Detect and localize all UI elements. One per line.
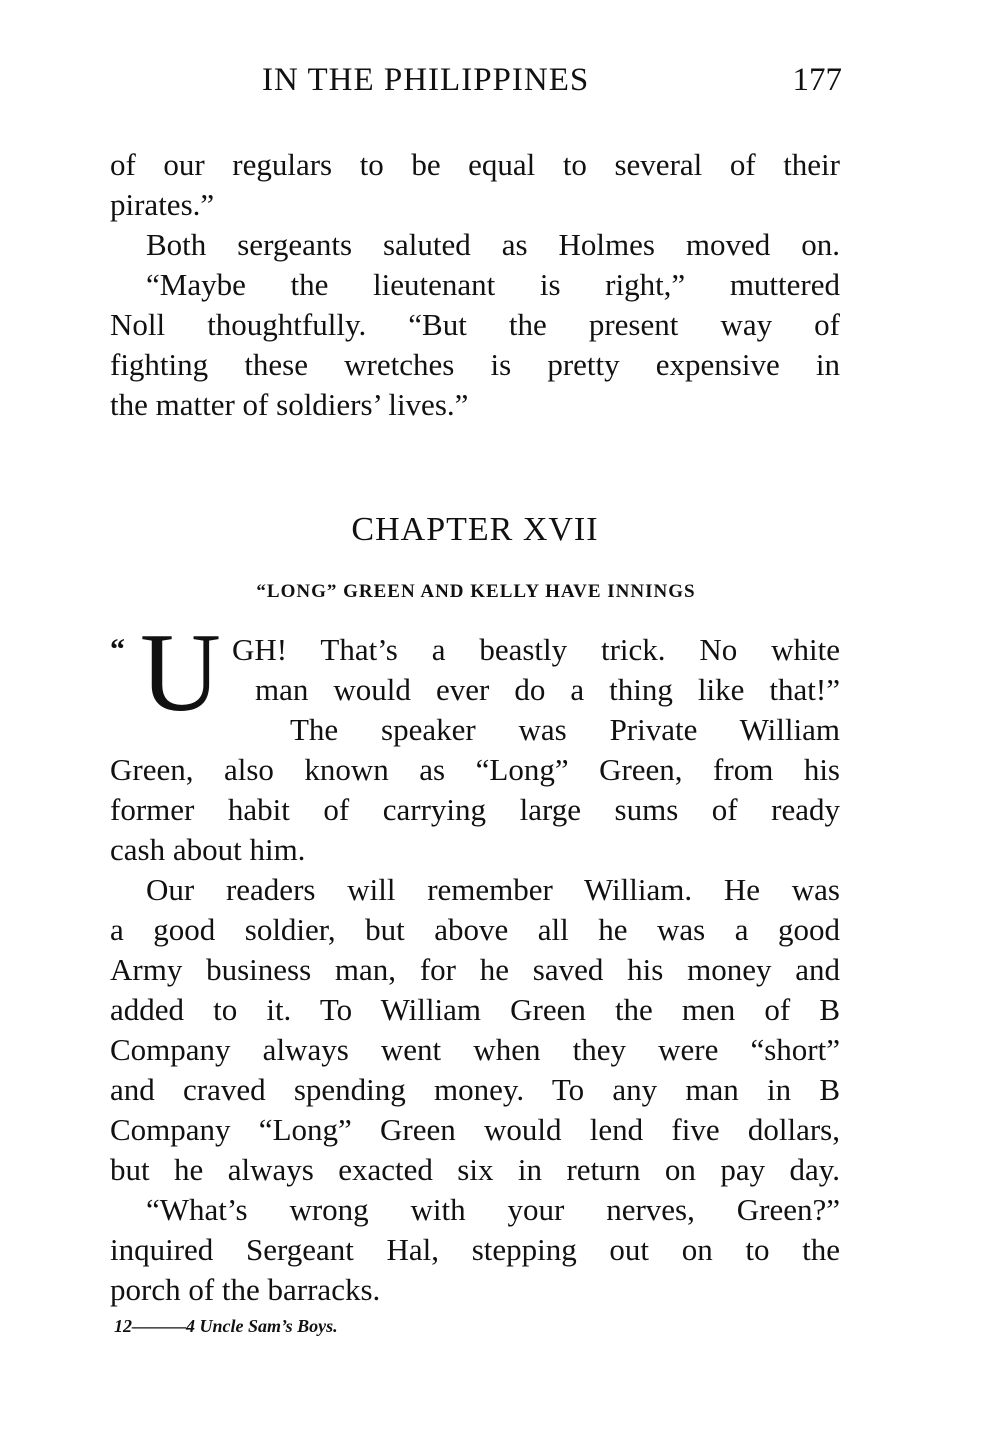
drop-cap-line-1 <box>232 630 840 670</box>
text-line: pirates.” <box>110 187 215 222</box>
text-line: man would ever do a thing like that!” <box>255 672 840 707</box>
text-line: and craved spending money. To any man in B <box>110 1072 840 1107</box>
running-head <box>262 58 842 102</box>
text-line: Both sergeants saluted as Holmes moved on. <box>146 227 840 262</box>
text-line: the matter of soldiers’ lives.” <box>110 387 469 422</box>
signature-mark: 12———4 Uncle Sam’s Boys. <box>114 1316 338 1336</box>
text-line: GH! That’s a beastly trick. No white <box>232 632 840 667</box>
drop-cap-line-2 <box>255 670 840 710</box>
text-line: Company “Long” Green would lend five dollars, <box>110 1112 840 1147</box>
text-line: a good soldier, but above all he was a good <box>110 912 840 947</box>
page-number: 177 <box>792 62 842 98</box>
text-line: cash about him. <box>110 832 306 867</box>
drop-cap-letter: U <box>140 611 221 735</box>
drop-cap-quote: “ <box>110 633 125 666</box>
chapter-title: CHAPTER XVII <box>351 511 599 548</box>
text-line: but he always exacted six in return on pay day. <box>110 1152 840 1187</box>
text-line: Green, also known as “Long” Green, from his <box>110 752 840 787</box>
text-line: inquired Sergeant Hal, stepping out on to the <box>110 1232 840 1267</box>
text-line: The speaker was Private William <box>290 712 840 747</box>
text-line: former habit of carrying large sums of ready <box>110 792 840 827</box>
running-title: IN THE PHILIPPINES <box>262 62 590 98</box>
opening-paragraphs <box>110 145 840 425</box>
text-line: porch of the barracks. <box>110 1272 381 1307</box>
text-line: fighting these wretches is pretty expensive in <box>110 347 840 382</box>
text-line: “Maybe the lieutenant is right,” muttered <box>146 267 840 302</box>
drop-cap-line-3 <box>290 710 840 750</box>
text-line: Our readers will remember William. He was <box>146 872 840 907</box>
text-line: Noll thoughtfully. “But the present way of <box>110 307 840 342</box>
text-line: of our regulars to be equal to several of their <box>110 147 840 182</box>
text-line: added to it. To William Green the men of B <box>110 992 840 1027</box>
text-line: Company always went when they were “short” <box>110 1032 840 1067</box>
chapter-subtitle: “LONG” GREEN AND KELLY HAVE INNINGS <box>256 581 696 602</box>
text-line: “What’s wrong with your nerves, Green?” <box>146 1192 840 1227</box>
body-paragraphs <box>110 750 840 1310</box>
text-line: Army business man, for he saved his money and <box>110 952 840 987</box>
